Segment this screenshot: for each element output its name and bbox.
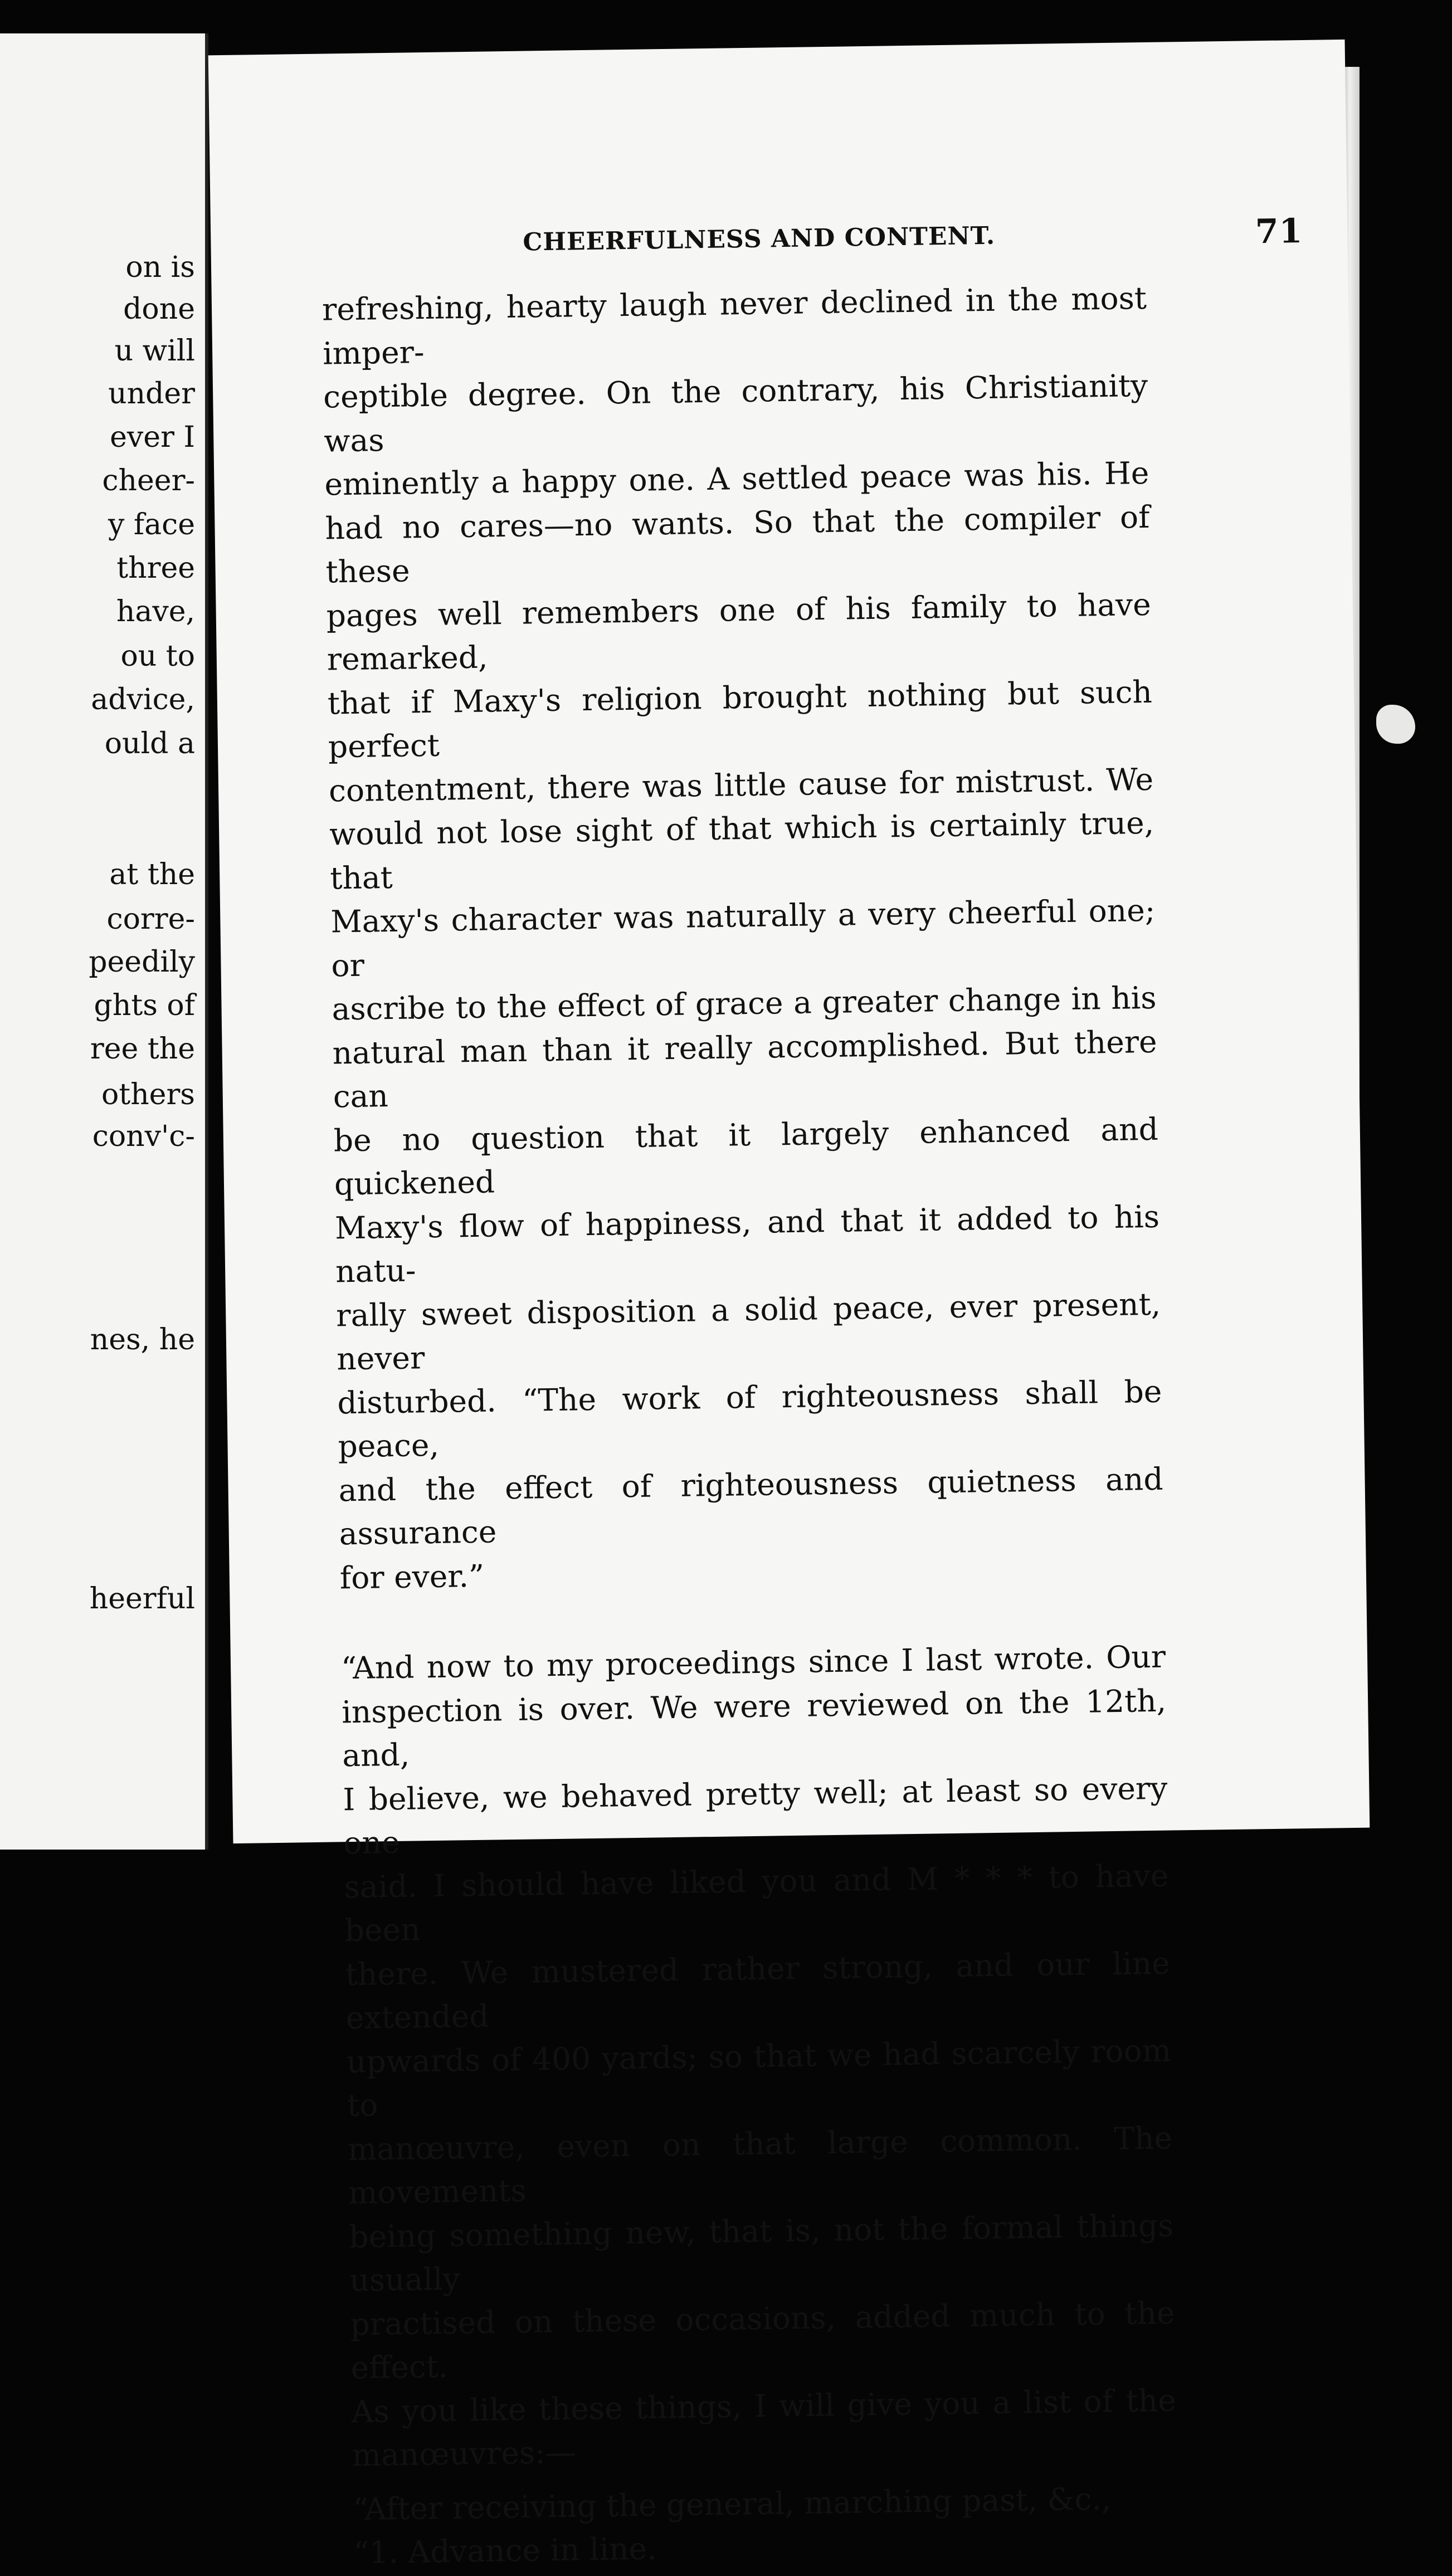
left-page-fragment: ou to <box>120 640 195 673</box>
left-page-fragment: ould a <box>104 727 195 760</box>
body-text <box>322 276 1178 2575</box>
left-page <box>0 33 208 1850</box>
text-line: upwards of 400 yards; so that we had scarcely room to <box>346 2032 1172 2124</box>
left-page-fragment: advice, <box>91 683 195 716</box>
text-line: As you like these things, I will give you a list of the <box>351 2382 1177 2429</box>
text-line: manœuvres:— <box>352 2434 577 2473</box>
left-page-fragment: conv'c- <box>92 1120 195 1153</box>
left-page-fragment: done <box>123 292 195 326</box>
left-page-fragment: have, <box>116 595 195 628</box>
text-line: pages well remembers one of his family to have remarked, <box>326 586 1152 677</box>
text-line: “And now to my proceedings since I last wrote. Our <box>340 1638 1166 1686</box>
text-line: manœuvre, even on that large common. The movements <box>347 2120 1173 2211</box>
text-line: Maxy's character was naturally a very cheerful one; or <box>330 892 1156 983</box>
left-page-fragment: u will <box>114 334 195 368</box>
left-page-fragment: corre- <box>106 902 195 936</box>
left-page-fragment: cheer- <box>102 464 195 497</box>
left-page-fragment: others <box>101 1078 195 1111</box>
text-line: “1. Advance in line. <box>353 2530 657 2571</box>
text-line: disturbed. “The work of righteousness shall be peace, <box>337 1373 1162 1465</box>
text-line: refreshing, hearty laugh never declined in the most imper- <box>321 280 1147 372</box>
text-line: would not lose sight of that which is certainly true, that <box>329 804 1154 896</box>
text-line: being something new, that is, not the formal things usually <box>348 2207 1174 2299</box>
left-page-fragment: y face <box>108 508 195 541</box>
paper-speck <box>1376 705 1415 744</box>
page-number: 71 <box>1255 212 1303 252</box>
text-line: be no question that it largely enhanced and quickened <box>333 1111 1159 1202</box>
running-head <box>523 212 1303 257</box>
left-page-fragment: ever I <box>110 421 195 454</box>
text-line: natural man than it really accomplished. But there can <box>332 1023 1158 1115</box>
left-page-fragment: at the <box>109 858 195 891</box>
text-line: for ever.” <box>339 1558 485 1596</box>
text-line: there. We mustered rather strong, and our line extended <box>345 1945 1171 2036</box>
text-line: eminently a happy one. A settled peace was his. He <box>324 455 1149 502</box>
left-page-fragment: nes, he <box>90 1323 195 1357</box>
text-line: contentment, there was little cause for mistrust. We <box>328 761 1154 809</box>
left-page-fragment: peedily <box>89 945 195 979</box>
text-line: rally sweet disposition a solid peace, ever present, never <box>335 1286 1161 1377</box>
paragraph-2 <box>341 1635 1177 2477</box>
text-line: I believe, we behaved pretty well; at least so every one <box>342 1770 1168 1861</box>
left-page-fragment: heerful <box>89 1582 195 1616</box>
text-line: ceptible degree. On the contrary, his Christianity was <box>323 367 1148 459</box>
text-line: practised on these occasions, added much to the effect. <box>350 2295 1175 2386</box>
left-page-text <box>0 33 205 1850</box>
paragraph-1 <box>322 276 1165 1599</box>
left-page-fragment: ree the <box>90 1032 195 1066</box>
text-line: “After receiving the general, marching past, &c., <box>352 2480 1112 2527</box>
left-page-fragment: on is <box>125 251 195 284</box>
text-line: inspection is over. We were reviewed on the 12th, and, <box>341 1682 1167 1774</box>
text-line: that if Maxy's religion brought nothing but such perfect <box>327 674 1153 765</box>
running-head-title: CHEERFULNESS AND CONTENT. <box>523 221 996 257</box>
text-line: had no cares—no wants. So that the compiler of these <box>325 499 1150 590</box>
left-page-fragment: ghts of <box>94 989 195 1022</box>
right-page <box>208 40 1370 2571</box>
left-page-fragment: under <box>108 377 195 411</box>
text-line: Maxy's flow of happiness, and that it added to his natu- <box>334 1198 1160 1290</box>
text-line: ascribe to the effect of grace a greater change in his <box>332 979 1157 1027</box>
text-line: said. I should have liked you and M * * * to have been <box>344 1857 1169 1949</box>
text-line: and the effect of righteousness quietness and assurance <box>338 1461 1163 1552</box>
left-page-fragment: three <box>116 552 195 585</box>
